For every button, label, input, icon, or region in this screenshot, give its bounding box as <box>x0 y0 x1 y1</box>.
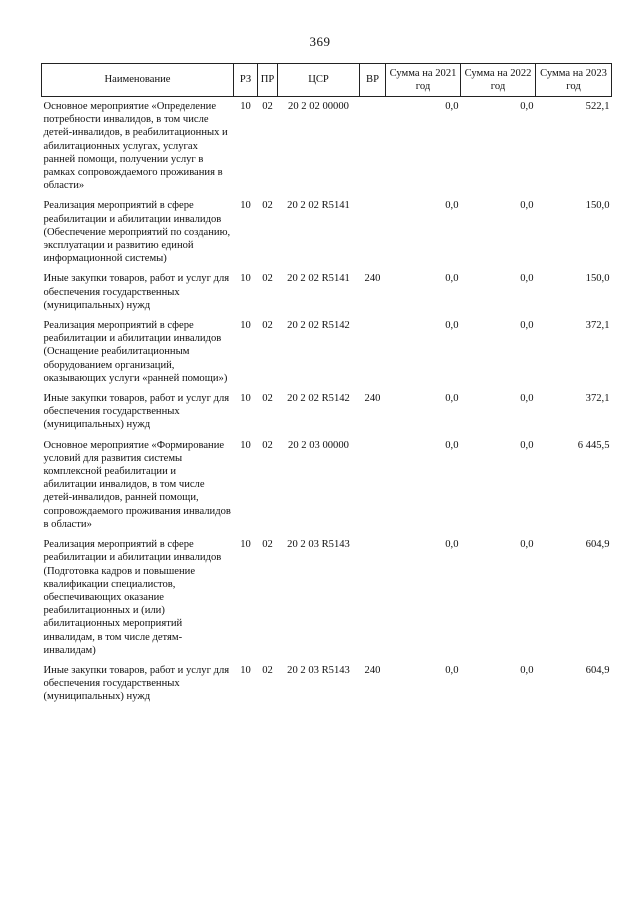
row-csr: 20 2 03 00000 <box>288 439 349 451</box>
row-rz: 10 <box>240 273 251 285</box>
table-row <box>42 319 612 392</box>
header-pr: ПР <box>258 64 278 97</box>
row-pr: 02 <box>262 393 273 405</box>
row-sum-2021: 0,0 <box>445 320 459 332</box>
header-sum-2023: Сумма на 2023 год <box>536 64 612 97</box>
row-rz: 10 <box>240 101 251 112</box>
row-sum-2023: 150,0 <box>585 200 610 212</box>
row-sum-2022: 0,0 <box>520 664 534 676</box>
table-header <box>42 64 612 97</box>
row-pr: 02 <box>262 439 273 451</box>
row-vr <box>360 319 386 392</box>
row-name: Основное мероприятие «Определение потребности инвалидов, в том числе детей-инвалидов, в реабилитационных и абилитационных услугах, услугах ранней помощи, получении услуг в рамках сопровождаемого проживания в области» <box>43 101 228 192</box>
header-csr: ЦСР <box>278 64 360 97</box>
row-sum-2022: 0,0 <box>520 320 534 332</box>
header-rz: РЗ <box>234 64 258 97</box>
budget-table <box>41 63 612 711</box>
row-sum-2023: 604,9 <box>585 664 610 676</box>
table-row <box>42 199 612 272</box>
row-vr: 240 <box>364 393 381 405</box>
table-row <box>42 97 612 200</box>
row-vr: 240 <box>364 273 381 285</box>
row-rz: 10 <box>240 539 251 551</box>
table-row <box>42 664 612 711</box>
row-sum-2023: 604,9 <box>585 539 610 551</box>
row-sum-2021: 0,0 <box>445 664 459 676</box>
header-sum-2022: Сумма на 2022 год <box>461 64 536 97</box>
row-sum-2023: 522,1 <box>585 101 610 112</box>
row-sum-2022: 0,0 <box>520 200 534 212</box>
row-sum-2023: 150,0 <box>585 273 610 285</box>
row-sum-2022: 0,0 <box>520 393 534 405</box>
row-sum-2022: 0,0 <box>520 439 534 451</box>
header-vr: ВР <box>360 64 386 97</box>
row-rz: 10 <box>240 439 251 451</box>
row-pr: 02 <box>262 664 273 676</box>
row-sum-2023: 372,1 <box>585 393 610 405</box>
row-sum-2022: 0,0 <box>520 539 534 551</box>
row-csr: 20 2 02 R5141 <box>287 273 350 285</box>
table-row <box>42 392 612 439</box>
row-csr: 20 2 02 R5141 <box>287 200 350 212</box>
row-rz: 10 <box>240 200 251 212</box>
row-csr: 20 2 02 R5142 <box>287 393 350 405</box>
row-pr: 02 <box>262 539 273 551</box>
row-rz: 10 <box>240 393 251 405</box>
row-csr: 20 2 02 R5142 <box>287 320 350 332</box>
row-vr <box>360 538 386 664</box>
row-sum-2023: 6 445,5 <box>577 439 610 451</box>
row-csr: 20 2 03 R5143 <box>287 539 350 551</box>
row-pr: 02 <box>262 200 273 212</box>
table-row <box>42 272 612 319</box>
row-vr <box>360 439 386 538</box>
header-name: Наименование <box>42 64 234 97</box>
row-sum-2021: 0,0 <box>445 101 459 112</box>
row-sum-2021: 0,0 <box>445 439 459 451</box>
row-rz: 10 <box>240 664 251 676</box>
row-name: Основное мероприятие «Формирование условий для развития системы комплексной реабилитации и абилитации инвалидов, в том числе детей-инвалидов, ранней помощи, сопровождаемого проживания инвалидов в области» <box>43 439 231 530</box>
row-name: Реализация мероприятий в сфере реабилитации и абилитации инвалидов (Обеспечение мероприятий по созданию, эксплуатации и развитию единой информационной системы) <box>43 200 231 265</box>
row-sum-2022: 0,0 <box>520 101 534 112</box>
row-sum-2021: 0,0 <box>445 539 459 551</box>
row-vr <box>360 199 386 272</box>
row-name: Иные закупки товаров, работ и услуг для обеспечения государственных (муниципальных) нужд <box>43 393 230 431</box>
row-sum-2021: 0,0 <box>445 273 459 285</box>
row-pr: 02 <box>262 101 273 112</box>
table-row <box>42 439 612 538</box>
row-sum-2021: 0,0 <box>445 393 459 405</box>
table-row <box>42 538 612 664</box>
row-rz: 10 <box>240 320 251 332</box>
row-pr: 02 <box>262 320 273 332</box>
row-name: Реализация мероприятий в сфере реабилитации и абилитации инвалидов (Оснащение реабилитационным оборудованием организаций, оказывающих услуги «ранней помощи») <box>43 320 228 384</box>
row-vr: 240 <box>364 664 381 676</box>
row-sum-2022: 0,0 <box>520 273 534 285</box>
row-name: Иные закупки товаров, работ и услуг для обеспечения государственных (муниципальных) нужд <box>43 273 230 311</box>
row-name: Реализация мероприятий в сфере реабилитации и абилитации инвалидов (Подготовка кадров и повышение квалификации специалистов, обеспечивающих оказание реабилитационных и (или) абилитационных мероприятий инвалидам, в том числе детям-инвалидам) <box>43 539 222 656</box>
table-body <box>42 97 612 711</box>
row-pr: 02 <box>262 273 273 285</box>
header-sum-2021: Сумма на 2021 год <box>386 64 461 97</box>
page-number: 369 <box>309 34 331 49</box>
row-name: Иные закупки товаров, работ и услуг для обеспечения государственных (муниципальных) нужд <box>43 664 230 703</box>
row-vr <box>360 97 386 200</box>
row-sum-2021: 0,0 <box>445 200 459 212</box>
row-sum-2023: 372,1 <box>585 320 610 332</box>
row-csr: 20 2 02 00000 <box>288 101 349 112</box>
row-csr: 20 2 03 R5143 <box>287 664 350 676</box>
